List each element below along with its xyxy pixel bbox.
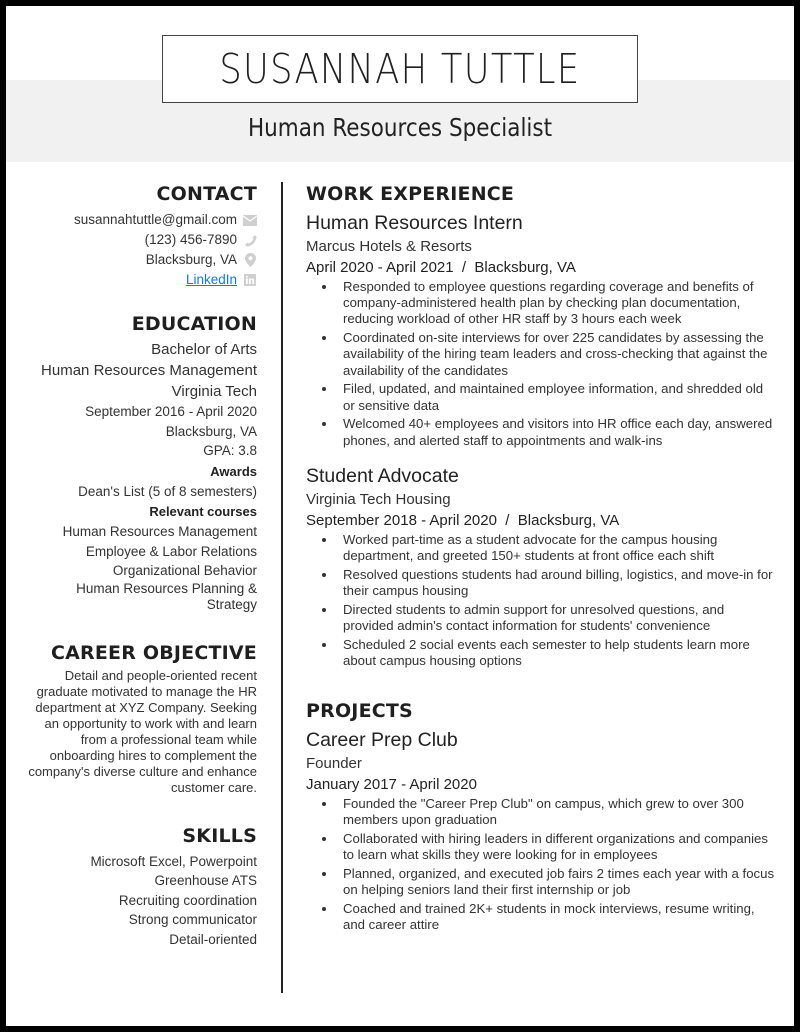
job-bullets xyxy=(306,532,776,669)
job-entry xyxy=(306,463,776,669)
education-dates: September 2016 - April 2020 xyxy=(85,404,257,419)
job-title: Human Resources Intern xyxy=(306,212,523,234)
contact-linkedin xyxy=(6,270,257,290)
project-entry xyxy=(306,727,776,933)
course-item: Organizational Behavior xyxy=(112,563,257,578)
contact-section xyxy=(6,182,257,290)
contact-phone xyxy=(6,230,257,250)
skill-item: Strong communicator xyxy=(128,912,257,927)
contact-location xyxy=(6,250,257,270)
school: Virginia Tech xyxy=(171,383,257,400)
degree: Bachelor of Arts xyxy=(151,341,257,358)
skill-item: Recruiting coordination xyxy=(118,892,257,908)
section-heading: SKILLS xyxy=(182,824,257,847)
course-item: Employee & Labor Relations xyxy=(85,543,257,559)
location-text: Blacksburg, VA xyxy=(145,252,237,267)
award-item: Dean's List (5 of 8 semesters) xyxy=(78,483,257,499)
bullet: • Coached and trained 2K+ students in mock interviews, resume writing, and career attire xyxy=(337,901,776,933)
bullet: • Coordinated on-site interviews for over 225 candidates by assessing the availability of the hiring team leaders and cross-checking that against the availability of the candidates xyxy=(337,330,776,379)
courses-heading: Relevant courses xyxy=(149,504,257,519)
bullet: • Collaborated with hiring leaders in different organizations and companies to learn what skills they were looking for in employees xyxy=(337,831,776,863)
section-heading: CAREER OBJECTIVE xyxy=(50,641,257,664)
bullet: • Resolved questions students had around billing, logistics, and move-in for their campus housing xyxy=(337,567,776,599)
name-box xyxy=(162,35,638,103)
project-role: Founder xyxy=(306,755,362,773)
gpa: GPA: 3.8 xyxy=(203,443,257,458)
linkedin-link[interactable]: LinkedIn xyxy=(185,272,237,287)
company: Marcus Hotels & Resorts xyxy=(306,238,472,255)
bullet: • Scheduled 2 social events each semester to help students learn more about campus housing options xyxy=(337,637,776,669)
bullet: • Planned, organized, and executed job fairs 2 times each year with a focus on helping seniors land their first internship or job xyxy=(337,866,776,898)
envelope-icon xyxy=(243,213,257,227)
career-objective-section xyxy=(6,641,257,796)
skill-item: Microsoft Excel, Powerpoint xyxy=(90,853,257,869)
awards-heading: Awards xyxy=(210,463,257,479)
bullet: • Founded the "Career Prep Club" on campus, which grew to over 300 members upon graduation xyxy=(337,796,776,828)
job-entry xyxy=(306,210,776,449)
bullet: • Responded to employee questions regarding coverage and benefits of company-administered health plan by checking plan documentation, reducing workload of other HR staff by 3 hours each week xyxy=(337,279,776,328)
education-section xyxy=(6,312,257,613)
email-text: susannahtuttle@gmail.com xyxy=(73,212,237,227)
job-title-heading: Human Resources Specialist xyxy=(247,113,553,142)
skill-item: Detail-oriented xyxy=(169,931,257,947)
skills-section xyxy=(6,824,257,950)
linkedin-icon[interactable] xyxy=(243,273,257,287)
bullet: • Filed, updated, and maintained employee information, and shredded old or sensitive data xyxy=(337,381,776,413)
project-title: Career Prep Club xyxy=(306,729,458,752)
location-pin-icon xyxy=(243,253,257,267)
skill-item: Greenhouse ATS xyxy=(154,873,257,888)
bullet: • Welcomed 40+ employees and visitors into HR office each day, answered phones, and alerted staff to appointments and walk-ins xyxy=(337,416,776,448)
objective-text: Detail and people-oriented recent graduate motivated to manage the HR department at XYZ Company. Seeking an opportunity to work with and learn from a professional team while onboarding hires to complement the company's diverse culture and enhance customer care. xyxy=(28,667,257,795)
column-divider xyxy=(281,182,283,993)
section-heading: WORK EXPERIENCE xyxy=(306,183,515,205)
project-dates: January 2017 - April 2020 xyxy=(306,776,477,794)
bullet: • Directed students to admin support for unresolved questions, and provided admin's contact information for students' convenience xyxy=(337,602,776,634)
section-heading: EDUCATION xyxy=(131,313,257,335)
phone-text: (123) 456-7890 xyxy=(144,232,237,247)
education-location: Blacksburg, VA xyxy=(165,423,257,439)
work-experience-section xyxy=(306,182,776,669)
job-title: Student Advocate xyxy=(306,464,459,487)
projects-section xyxy=(306,699,776,933)
job-bullets xyxy=(306,279,776,449)
course-item: Human Resources Management xyxy=(62,524,257,539)
course-item: Human Resources Planning & Strategy xyxy=(76,580,257,612)
contact-email xyxy=(6,210,257,230)
major: Human Resources Management xyxy=(41,362,257,379)
candidate-name: SUSANNAH TUTTLE xyxy=(219,45,581,93)
phone-icon xyxy=(243,233,257,247)
right-column xyxy=(306,182,776,936)
job-meta: April 2020 - April 2021 / Blacksburg, VA xyxy=(306,259,576,276)
section-heading: CONTACT xyxy=(156,183,257,205)
company: Virginia Tech Housing xyxy=(306,490,451,508)
project-bullets xyxy=(306,796,776,933)
resume-page xyxy=(6,6,794,1026)
job-meta: September 2018 - April 2020 / Blacksburg, VA xyxy=(306,511,620,529)
bullet: • Worked part-time as a student advocate for the campus housing department, and greeted 150+ students at front office each shift xyxy=(337,532,776,564)
section-heading: PROJECTS xyxy=(306,700,413,723)
left-column xyxy=(6,182,257,949)
